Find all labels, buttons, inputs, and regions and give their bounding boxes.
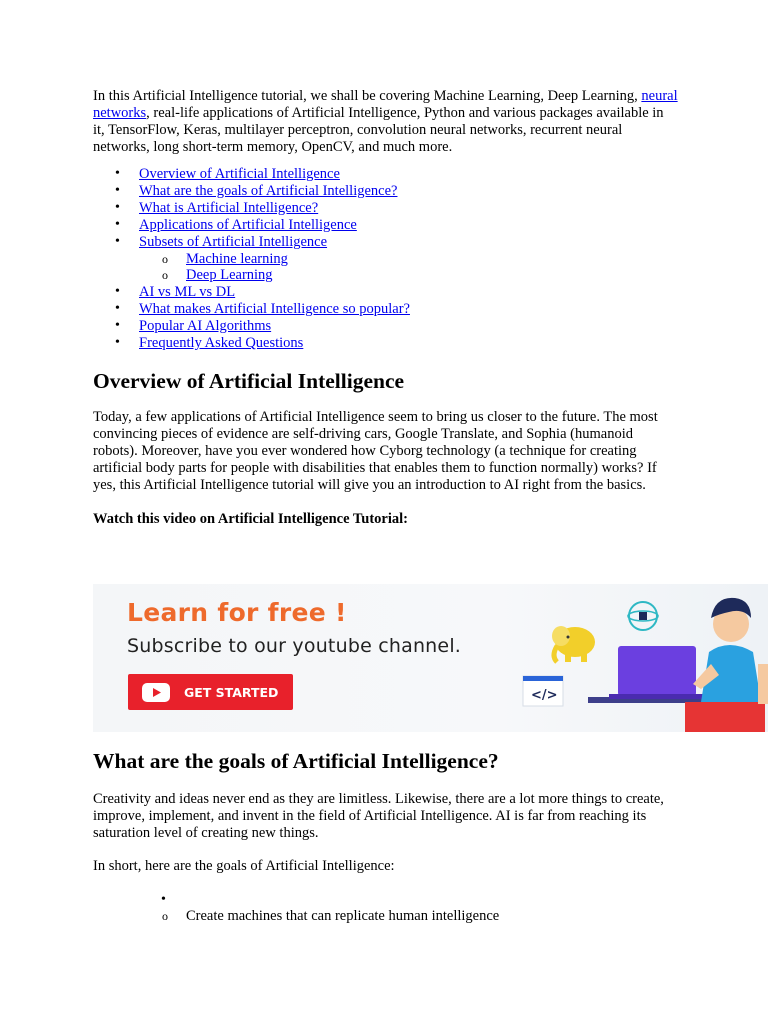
toc-item [93,284,678,301]
goals-list [93,891,693,925]
get-started-button[interactable] [128,674,293,710]
toc-subitem [93,251,678,268]
toc-item [93,318,678,335]
laptop-icon [609,646,709,699]
bullet-icon: • [115,216,120,232]
youtube-banner[interactable] [93,584,768,732]
table-of-contents [93,166,678,352]
bullet-icon: • [115,284,120,300]
toc-item [93,234,678,251]
overview-heading: Overview of Artificial Intelligence [93,368,405,393]
toc-item [93,335,678,352]
bullet-icon: • [115,233,120,249]
intro-paragraph [93,88,678,156]
toc-item [93,200,678,217]
toc-link-machine-learning[interactable]: Machine learning [186,250,288,267]
neural-networks-link[interactable]: neural networks [93,88,678,121]
youtube-icon [142,683,170,702]
goals-heading: What are the goals of Artificial Intelligence? [93,749,499,773]
goals-paragraph: Creativity and ideas never end as they are limitless. Likewise, there are a lot more things to create, improve, implement, and invent in the field of Artificial Intelligence. AI is far from reaching its saturation level of creating new things. [93,791,664,841]
code-glyph: </> [531,688,558,703]
bullet-icon: • [115,182,120,198]
toc-link-what-is-ai[interactable]: What is Artificial Intelligence? [139,199,319,216]
bullet-icon: • [115,199,120,215]
toc-subitem [93,267,678,284]
toc-link-popular[interactable]: What makes Artificial Intelligence so popular? [139,301,410,318]
banner-illustration [513,584,768,732]
toc-item [93,183,678,200]
toc-link-goals[interactable]: What are the goals of Artificial Intelligence? [139,182,398,199]
circle-bullet-icon: o [162,909,168,923]
toc-link-faq[interactable]: Frequently Asked Questions [139,335,304,352]
bullet-icon: • [161,892,166,907]
goal-text: Create machines that can replicate human intelligence [186,908,500,924]
circle-bullet-icon: o [162,251,168,266]
person-illustration [685,598,768,732]
toc-link-applications[interactable]: Applications of Artificial Intelligence [139,216,357,233]
bullet-icon: • [115,301,120,317]
code-window-icon [523,676,563,706]
list-item [93,908,693,925]
toc-link-deep-learning[interactable]: Deep Learning [186,267,273,284]
toc-link-subsets[interactable]: Subsets of Artificial Intelligence [139,233,328,250]
bullet-icon: • [115,166,120,181]
atom-icon [628,602,658,630]
toc-item [93,166,678,183]
bullet-icon: • [115,335,120,351]
intro-text-end: , real-life applications of Artificial Intelligence, Python and various packages available in it, TensorFlow, Keras, multilayer perceptron, convolution neural networks, recurrent neural networks, long short-term memory, OpenCV, and much more. [93,105,664,155]
toc-item [93,301,678,318]
banner-title: Learn for free ! [127,598,347,627]
list-item [93,891,693,908]
elephant-icon [552,626,595,662]
banner-subtitle: Subscribe to our youtube channel. [127,635,462,657]
video-label: Watch this video on Artificial Intelligence Tutorial: [93,510,408,527]
overview-paragraph: Today, a few applications of Artificial Intelligence seem to bring us closer to the future. The most convincing pieces of evidence are self-driving cars, Google Translate, and Sophia (humanoid robots). Moreover, have you ever wondered how Cyborg technology (a technique for creating artificial body parts for people with disabilities that enables them to function normally) works? If yes, this Artificial Intelligence tutorial will give you an introduction to AI right from the basics. [93,408,658,493]
goals-intro: In short, here are the goals of Artificial Intelligence: [93,858,395,874]
toc-link-ai-vs-ml-vs-dl[interactable]: AI vs ML vs DL [139,284,236,301]
circle-bullet-icon: o [162,268,168,283]
toc-item [93,217,678,234]
article-body [93,88,678,528]
toc-link-algorithms[interactable]: Popular AI Algorithms [139,318,272,335]
get-started-label: GET STARTED [184,684,279,700]
bullet-icon: • [115,318,120,334]
intro-text-start: In this Artificial Intelligence tutorial, we shall be covering Machine Learning, Deep Learning, [93,88,642,104]
toc-link-overview[interactable]: Overview of Artificial Intelligence [139,166,340,182]
